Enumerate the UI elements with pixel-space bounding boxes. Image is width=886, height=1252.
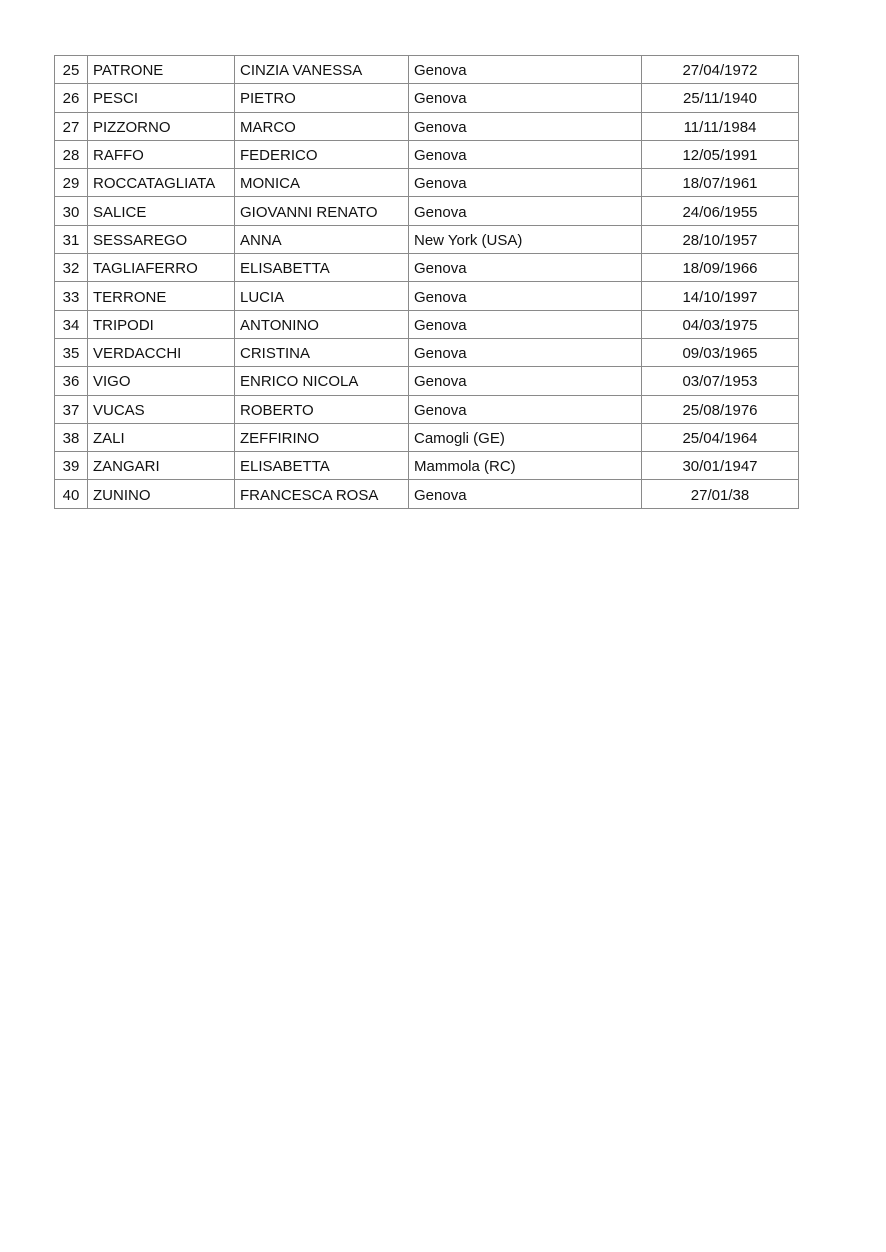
row-number: 31 [55,225,88,253]
table-row [55,112,799,140]
birthplace-cell: New York (USA) [409,225,642,253]
row-number: 29 [55,169,88,197]
table-row [55,310,799,338]
birthdate-cell: 14/10/1997 [642,282,799,310]
row-number: 28 [55,140,88,168]
given-name-cell: FRANCESCA ROSA [235,480,409,508]
birthdate-cell: 18/07/1961 [642,169,799,197]
birthplace-cell: Mammola (RC) [409,452,642,480]
birthplace-cell: Genova [409,56,642,84]
surname-cell: SESSAREGO [88,225,235,253]
surname-cell: TRIPODI [88,310,235,338]
row-number: 37 [55,395,88,423]
surname-cell: VERDACCHI [88,338,235,366]
surname-cell: ZALI [88,423,235,451]
table-row [55,395,799,423]
birthdate-cell: 04/03/1975 [642,310,799,338]
surname-cell: TERRONE [88,282,235,310]
table-row [55,282,799,310]
given-name-cell: MARCO [235,112,409,140]
surname-cell: VUCAS [88,395,235,423]
birthdate-cell: 18/09/1966 [642,254,799,282]
table-row [55,56,799,84]
given-name-cell: CINZIA VANESSA [235,56,409,84]
given-name-cell: CRISTINA [235,338,409,366]
birthdate-cell: 25/11/1940 [642,84,799,112]
row-number: 40 [55,480,88,508]
given-name-cell: GIOVANNI RENATO [235,197,409,225]
table-body [55,56,799,509]
row-number: 27 [55,112,88,140]
table-row [55,423,799,451]
table-row [55,254,799,282]
surname-cell: VIGO [88,367,235,395]
surname-cell: SALICE [88,197,235,225]
given-name-cell: ANTONINO [235,310,409,338]
birthplace-cell: Genova [409,367,642,395]
birthplace-cell: Genova [409,395,642,423]
birthdate-cell: 28/10/1957 [642,225,799,253]
birthplace-cell: Genova [409,197,642,225]
row-number: 33 [55,282,88,310]
surname-cell: PIZZORNO [88,112,235,140]
surname-cell: PATRONE [88,56,235,84]
surname-cell: TAGLIAFERRO [88,254,235,282]
birthdate-cell: 11/11/1984 [642,112,799,140]
row-number: 39 [55,452,88,480]
given-name-cell: ENRICO NICOLA [235,367,409,395]
table-row [55,84,799,112]
row-number: 26 [55,84,88,112]
table-row [55,140,799,168]
birthdate-cell: 12/05/1991 [642,140,799,168]
birthdate-cell: 25/08/1976 [642,395,799,423]
birthplace-cell: Genova [409,84,642,112]
given-name-cell: PIETRO [235,84,409,112]
given-name-cell: ELISABETTA [235,452,409,480]
birthplace-cell: Camogli (GE) [409,423,642,451]
given-name-cell: ROBERTO [235,395,409,423]
table-row [55,225,799,253]
candidates-table [54,55,799,509]
birthdate-cell: 27/01/38 [642,480,799,508]
birthdate-cell: 27/04/1972 [642,56,799,84]
given-name-cell: MONICA [235,169,409,197]
birthplace-cell: Genova [409,338,642,366]
surname-cell: ROCCATAGLIATA [88,169,235,197]
birthplace-cell: Genova [409,169,642,197]
birthplace-cell: Genova [409,112,642,140]
surname-cell: RAFFO [88,140,235,168]
given-name-cell: ELISABETTA [235,254,409,282]
birthplace-cell: Genova [409,282,642,310]
birthdate-cell: 25/04/1964 [642,423,799,451]
birthplace-cell: Genova [409,254,642,282]
surname-cell: PESCI [88,84,235,112]
row-number: 30 [55,197,88,225]
row-number: 34 [55,310,88,338]
birthplace-cell: Genova [409,140,642,168]
table-row [55,169,799,197]
table-row [55,367,799,395]
surname-cell: ZUNINO [88,480,235,508]
birthdate-cell: 24/06/1955 [642,197,799,225]
row-number: 35 [55,338,88,366]
table-row [55,452,799,480]
birthdate-cell: 09/03/1965 [642,338,799,366]
given-name-cell: FEDERICO [235,140,409,168]
birthdate-cell: 30/01/1947 [642,452,799,480]
surname-cell: ZANGARI [88,452,235,480]
birthplace-cell: Genova [409,480,642,508]
table-row [55,338,799,366]
birthdate-cell: 03/07/1953 [642,367,799,395]
row-number: 32 [55,254,88,282]
row-number: 36 [55,367,88,395]
table-row [55,480,799,508]
table-row [55,197,799,225]
birthplace-cell: Genova [409,310,642,338]
row-number: 38 [55,423,88,451]
given-name-cell: ZEFFIRINO [235,423,409,451]
row-number: 25 [55,56,88,84]
given-name-cell: LUCIA [235,282,409,310]
given-name-cell: ANNA [235,225,409,253]
